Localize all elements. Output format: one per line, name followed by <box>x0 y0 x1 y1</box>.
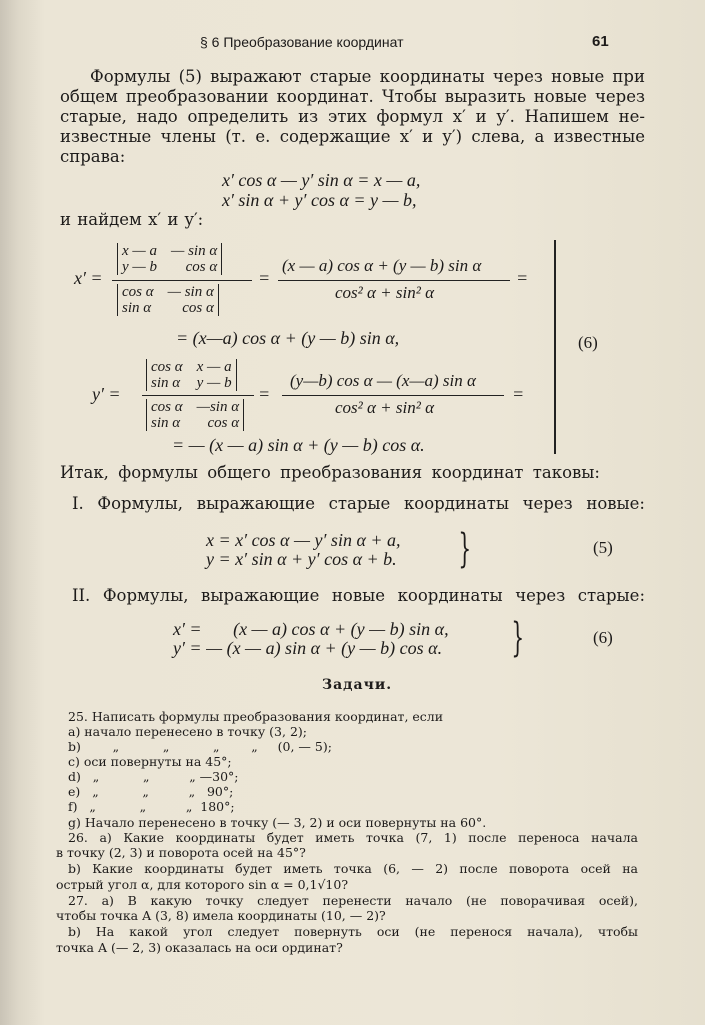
problem-line: c) оси повернуты на 45°; <box>68 754 232 769</box>
x-denominator: cos² α + sin² α <box>335 283 435 302</box>
formula: x′ = (x — a) cos α + (y — b) sin α, <box>173 619 449 639</box>
x-prime-result: = (x—a) cos α + (y — b) sin α, <box>176 328 400 348</box>
intro-line: Формулы (5) выражают старые координаты через новые при <box>90 67 645 86</box>
right-brace: } <box>511 615 525 661</box>
x-prime-label: x′ = <box>74 268 103 288</box>
equals-sign: = <box>258 268 271 288</box>
problem-line: b) На какой угол следует повернуть оси (не перенося начала), чтобы <box>68 924 638 939</box>
problem-line: чтобы точка A (3, 8) имела координаты (10, — 2)? <box>56 908 386 923</box>
system-equation: x′ cos α — y′ sin α = x — a, <box>222 170 421 190</box>
problem-line: 26. a) Какие координаты будет иметь точка (7, 1) после переноса начала <box>68 830 638 845</box>
problem-line: 25. Написать формулы преобразования координат, если <box>68 709 444 724</box>
problem-line: b) „ „ „ „ (0, — 5); <box>68 739 332 754</box>
intro-line: общем преобразовании координат. Чтобы выразить новые через <box>60 87 645 106</box>
part1-heading: I. Формулы, выражающие старые координаты через новые: <box>72 494 645 513</box>
right-brace: } <box>458 526 472 572</box>
brace-line <box>554 240 556 454</box>
problem-line: d) „ „ „ —30°; <box>68 769 239 784</box>
intro-line: справа: <box>60 147 126 166</box>
running-header: § 6 Преобразование координат <box>200 34 404 50</box>
system-equation: x′ sin α + y′ cos α = y — b, <box>222 190 417 210</box>
intro-line: старые, надо определить из этих формул x′ и y′. Напишем не- <box>60 107 645 126</box>
x-numerator: (x — a) cos α + (y — b) sin α <box>282 256 482 275</box>
x-numerator-determinant: x — a — sin α y — b cos α <box>117 243 222 275</box>
part2-heading: II. Формулы, выражающие новые координаты через старые: <box>72 586 645 605</box>
summary-line: Итак, формулы общего преобразования координат таковы: <box>60 463 600 482</box>
page-number: 61 <box>592 33 609 50</box>
equals-sign: = <box>516 268 529 288</box>
problems-title: Задачи. <box>322 677 393 693</box>
problem-line: a) начало перенесено в точку (3, 2); <box>68 724 308 739</box>
fraction-bar <box>112 280 252 281</box>
fraction-bar <box>282 395 504 396</box>
problem-line: f) „ „ „ 180°; <box>68 799 235 814</box>
equation-label: (6) <box>593 628 613 647</box>
y-numerator: (y—b) cos α — (x—a) sin α <box>290 371 476 390</box>
equals-sign: = <box>258 384 271 404</box>
problem-line: b) Какие координаты будет иметь точка (6, — 2) после поворота осей на <box>68 861 638 876</box>
y-denominator-determinant: cos α —sin α sin α cos α <box>146 399 244 431</box>
find-line: и найдем x′ и y′: <box>60 210 204 229</box>
formula: y′ = — (x — a) sin α + (y — b) cos α. <box>173 638 443 658</box>
y-prime-label: y′ = <box>92 384 121 404</box>
intro-line: известные члены (т. е. содержащие x′ и y′) слева, а известные <box>60 127 645 146</box>
problem-line: точка A (— 2, 3) оказалась на оси ординат? <box>56 940 343 955</box>
y-numerator-determinant: cos α x — a sin α y — b <box>146 359 237 391</box>
equals-sign: = <box>512 384 525 404</box>
formula: y = x′ sin α + y′ cos α + b. <box>206 549 397 569</box>
problem-line: 27. a) В какую точку следует перенести начало (не поворачивая осей), <box>68 893 638 908</box>
problem-line: g) Начало перенесено в точку (— 3, 2) и оси повернуты на 60°. <box>68 815 487 830</box>
y-denominator: cos² α + sin² α <box>335 398 435 417</box>
fraction-bar <box>142 395 254 396</box>
problem-line: e) „ „ „ 90°; <box>68 784 234 799</box>
problem-line: острый угол α, для которого sin α = 0,1√10? <box>56 877 349 892</box>
equation-label: (6) <box>578 333 598 352</box>
equation-label: (5) <box>593 538 613 557</box>
formula: x = x′ cos α — y′ sin α + a, <box>206 530 401 550</box>
problem-line: в точку (2, 3) и поворота осей на 45°? <box>56 845 306 860</box>
fraction-bar <box>278 280 510 281</box>
x-denominator-determinant: cos α — sin α sin α cos α <box>117 284 219 316</box>
y-prime-result: = — (x — a) sin α + (y — b) cos α. <box>172 435 425 455</box>
